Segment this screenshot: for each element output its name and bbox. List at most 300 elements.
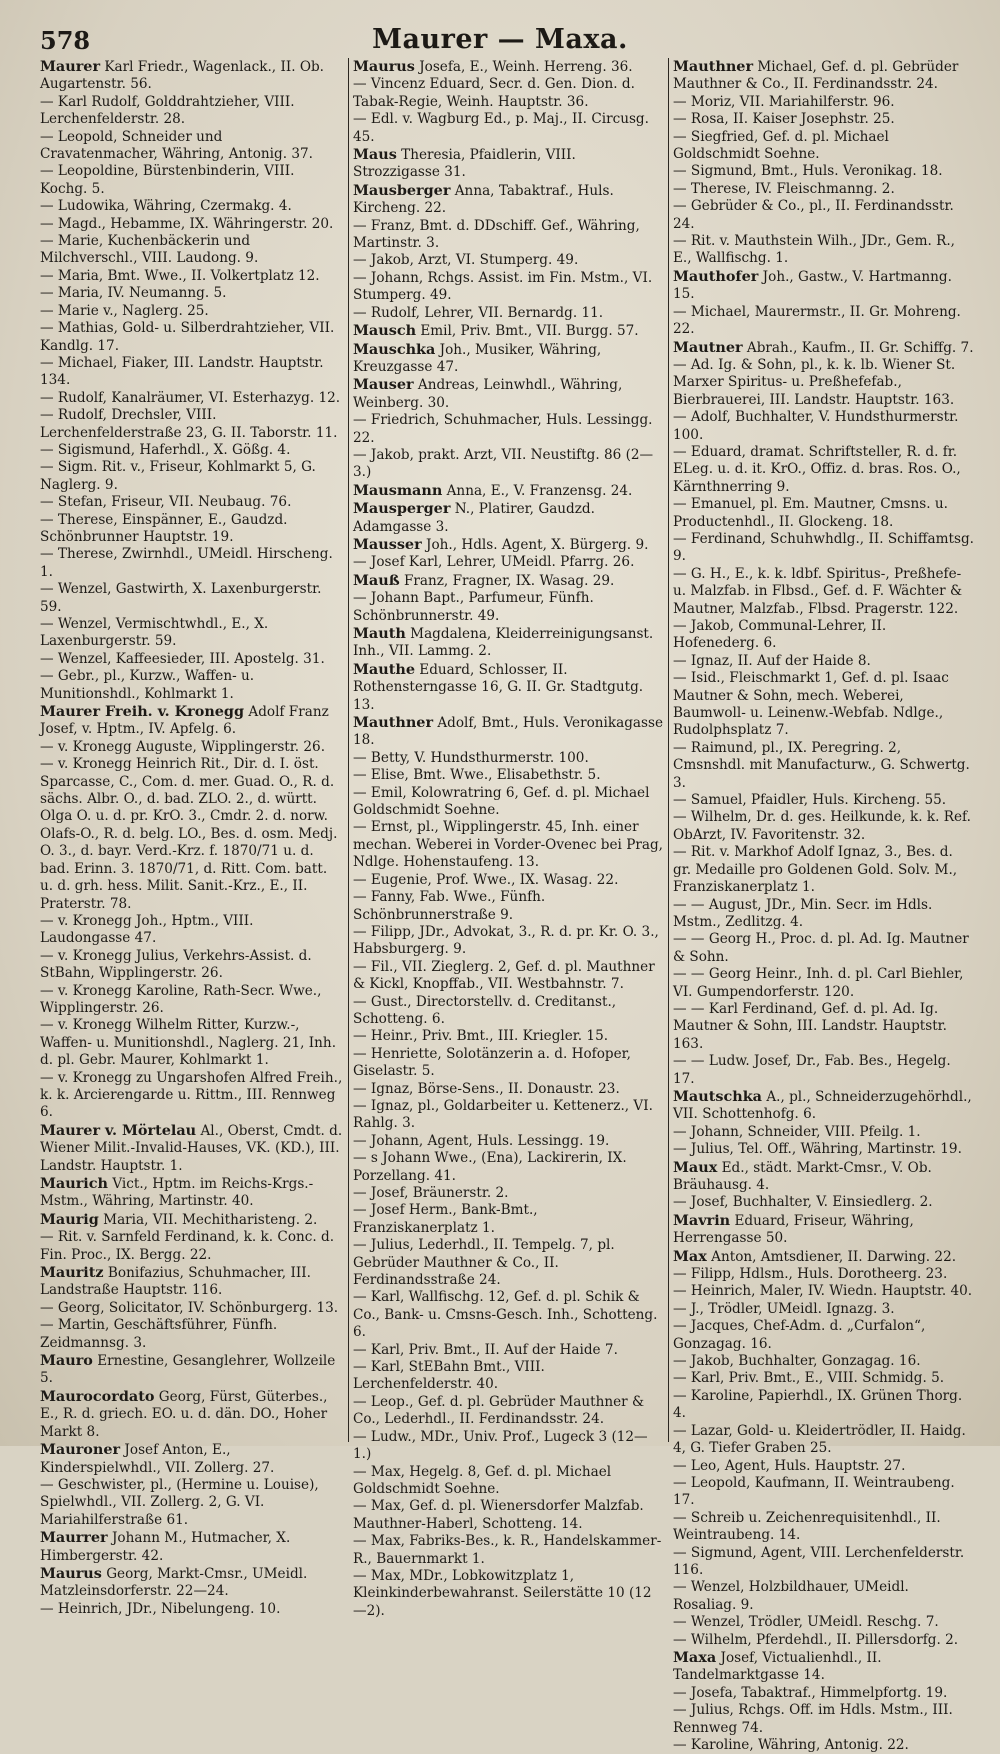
entry-details: — Johann, Rchgs. Assist. im Fin. Mstm., VI. Stumperg. 49.: [353, 269, 653, 304]
directory-entry: [40, 216, 344, 233]
directory-entry: [353, 376, 664, 412]
entry-details: Bonifazius, Schuhmacher, III. Landstraße Hauptstr. 116.: [40, 1265, 311, 1299]
entry-details: — Maria, Bmt. Wwe., II. Volkertplatz 12.: [40, 267, 320, 284]
directory-entry: [40, 581, 344, 616]
entry-details: — Geschwister, pl., (Hermine u. Louise), Spielwhdl., VII. Zollerg. 2, G. VI. Mariahilferstraße 61.: [40, 1476, 319, 1528]
directory-entry: [353, 767, 664, 784]
directory-entry: [353, 341, 664, 377]
entry-details: Josefa, E., Weinh. Herreng. 36.: [414, 59, 633, 75]
directory-entry: [353, 1028, 664, 1045]
entry-details: — Therese, Einspänner, E., Gaudzd. Schönbrunner Hauptstr. 19.: [40, 511, 288, 545]
directory-entry: [673, 1370, 974, 1387]
directory-entry: [353, 447, 664, 482]
entry-details: Josef Anton, E., Kinderspielwhdl., VII. Zollerg. 27.: [40, 1442, 275, 1476]
entry-details: — Max, Fabriks-Bes., k. R., Handelskammer-R., Bauernmarkt 1.: [353, 1533, 662, 1567]
entry-details: — Ludw., MDr., Univ. Prof., Lugeck 3 (12—1.): [353, 1428, 648, 1463]
directory-entry: [353, 1359, 664, 1394]
directory-entry: [40, 651, 344, 668]
entry-details: — Rit. v. Markhof Adolf Ignaz, 3., Bes. d. gr. Medaille pro Goldenen Gold. Solv. M., Franziskanerplatz 1.: [673, 844, 958, 896]
directory-entry: [40, 1565, 344, 1601]
directory-entry: [353, 1098, 664, 1133]
entry-details: — Josef Herm., Bank-Bmt., Franziskanerplatz 1.: [353, 1202, 538, 1236]
directory-entry: [40, 355, 344, 390]
directory-entry: [673, 111, 974, 128]
directory-entry: [673, 1001, 974, 1053]
entry-details: — Josefa, Tabaktraf., Himmelpfortg. 19.: [673, 1684, 948, 1701]
entry-details: — Therese, IV. Fleischmanng. 2.: [673, 180, 895, 197]
directory-entry: [40, 1529, 344, 1565]
directory-entry: [40, 546, 344, 581]
entry-details: — Magd., Hebamme, IX. Währingerstr. 20.: [40, 215, 334, 232]
directory-entry: [40, 129, 344, 164]
entry-details: Joh., Hdls. Agent, X. Bürgerg. 9.: [421, 536, 649, 553]
directory-entry: [673, 1475, 974, 1510]
entry-details: — Maria, IV. Neumanng. 5.: [40, 285, 227, 302]
entry-details: Georg, Fürst, Güterbes., E., R. d. griech. EO. u. d. dän. DO., Hoher Markt 8.: [40, 1388, 328, 1440]
directory-entry: [40, 512, 344, 547]
directory-entry: [673, 409, 974, 444]
directory-entry: [40, 407, 344, 442]
directory-entry: [353, 1081, 664, 1098]
entry-details: — v. Kronegg Joh., Hptm., VIII. Laudongasse 47.: [40, 912, 254, 947]
directory-entry: [40, 320, 344, 355]
directory-entry: [40, 442, 344, 459]
directory-entry: [673, 1737, 974, 1754]
entry-details: — Ferdinand, Schuhwhdlg., II. Schiffamtsg. 9.: [673, 530, 974, 565]
entry-details: — Wenzel, Gastwirth, X. Laxenburgerstr. 59.: [40, 581, 322, 615]
directory-entry: [40, 739, 344, 756]
directory-entry: [673, 181, 974, 198]
entry-details: Georg, Markt-Cmsr., UMeidl. Matzleinsdorferstr. 22—24.: [40, 1565, 308, 1600]
entry-details: Anna, Tabaktraf., Huls. Kircheng. 22.: [353, 182, 614, 217]
directory-entry: [40, 268, 344, 285]
directory-entry: [673, 1053, 974, 1088]
entry-details: — Jakob, Communal-Lehrer, II. Hofenederg. 6.: [673, 618, 887, 652]
directory-entry: [353, 872, 664, 889]
directory-entry: [353, 182, 664, 218]
directory-entry: [673, 670, 974, 740]
entry-details: — Emanuel, pl. Em. Mautner, Cmsns. u. Productenhdl., II. Glockeng. 18.: [673, 496, 948, 530]
directory-entry: [353, 305, 664, 322]
directory-entry: [40, 1229, 344, 1264]
directory-entry: [673, 792, 974, 809]
directory-entry: [353, 1150, 664, 1185]
directory-entry: [40, 233, 344, 268]
entry-details: — Lazar, Gold- u. Kleidertrödler, II. Haidg. 4, G. Tiefer Graben 25.: [673, 1422, 966, 1457]
directory-entry: [40, 1070, 344, 1122]
directory-entry: [673, 1649, 974, 1685]
directory-entry: [673, 1266, 974, 1283]
entry-details: — Karoline, Papierhdl., IX. Grünen Thorg. 4.: [673, 1387, 963, 1422]
entry-details: — Vincenz Eduard, Secr. d. Gen. Dion. d. Tabak-Regie, Weinh. Hauptstr. 36.: [353, 76, 635, 110]
entry-details: — Johann, Agent, Huls. Lessingg. 19.: [353, 1132, 610, 1149]
entry-details: — G. H., E., k. k. ldbf. Spiritus-, Preßhefe- u. Malzfab. in Flbsd., Gef. d. F. Wächter & Mautner, Malzfab., Flbsd. Pragerstr. 122.: [673, 565, 963, 617]
entry-details: — Isid., Fleischmarkt 1, Gef. d. pl. Isaac Mautner & Sohn, mech. Weberei, Baumwoll- u. Leinenw.-Webfab. Ndlge., Rudolphsplatz 7.: [673, 670, 949, 739]
entry-details: — v. Kronegg Karoline, Rath-Secr. Wwe., Wipplingerstr. 26.: [40, 982, 322, 1016]
entry-details: — Samuel, Pfaidler, Huls. Kircheng. 55.: [673, 792, 947, 809]
entry-details: — Heinrich, JDr., Nibelungeng. 10.: [40, 1600, 281, 1617]
entry-surname: Mausch: [353, 322, 417, 340]
directory-entry: [353, 1202, 664, 1237]
directory-entry: [40, 494, 344, 511]
directory-entry: [353, 661, 664, 714]
entry-details: A., pl., Schneiderzugehörhdl., VII. Schottenhofg. 6.: [673, 1088, 972, 1123]
entry-details: — Henriette, Solotänzerin a. d. Hofoper, Giselastr. 5.: [353, 1045, 631, 1080]
entry-details: — Rudolf, Kanalräumer, VI. Esterhazyg. 12.: [40, 389, 341, 406]
directory-entry: [673, 844, 974, 896]
directory-entry: [673, 1248, 974, 1266]
entry-details: — — Ludw. Josef, Dr., Fab. Bes., Hegelg. 17.: [673, 1053, 951, 1087]
entry-details: Andreas, Leinwhdl., Währing, Weinberg. 30.: [353, 377, 623, 411]
directory-entry: [353, 750, 664, 767]
directory-entry: [353, 572, 664, 590]
directory-entry: [40, 1317, 344, 1352]
directory-entry: [673, 809, 974, 844]
entry-surname: Mauthner: [353, 714, 434, 732]
directory-entry: [673, 1159, 974, 1195]
entry-details: — Rit. v. Sarnfeld Ferdinand, k. k. Conc. d. Fin. Proc., IX. Bergg. 22.: [40, 1229, 335, 1263]
column-1: [36, 58, 348, 1617]
directory-entry: [353, 889, 664, 924]
entry-details: N., Platirer, Gaudzd. Adamgasse 3.: [353, 501, 595, 535]
directory-entry: [40, 94, 344, 129]
directory-entry: [673, 1632, 974, 1649]
entry-details: — s Johann Wwe., (Ena), Lackirerin, IX. Porzellang. 41.: [353, 1150, 627, 1184]
entry-details: — Heinrich, Maler, IV. Wiedn. Hauptstr. 40.: [673, 1283, 973, 1300]
entry-details: Theresia, Pfaidlerin, VIII. Strozzigasse 31.: [353, 147, 576, 181]
entry-details: Emil, Priv. Bmt., VII. Burgg. 57.: [416, 323, 639, 340]
entry-surname: Maurer Freih. v. Kronegg: [40, 703, 245, 721]
entry-surname: Mautschka: [673, 1087, 762, 1105]
entry-surname: Maurich: [40, 1175, 108, 1192]
entry-details: — Stefan, Friseur, VII. Neubaug. 76.: [40, 494, 292, 511]
entry-details: — — Karl Ferdinand, Gef. d. pl. Ad. Ig. Mautner & Sohn, III. Landstr. Hauptstr. 163.: [673, 1000, 947, 1052]
entry-details: — Leop., Gef. d. pl. Gebrüder Mauthner & Co., Lederhdl., II. Ferdinandsstr. 24.: [353, 1393, 645, 1428]
entry-details: — — Georg Heinr., Inh. d. pl. Carl Biehler, VI. Gumpendorferstr. 120.: [673, 966, 964, 1000]
entry-details: — Mathias, Gold- u. Silberdrahtzieher, VII. Kandlg. 17.: [40, 320, 335, 354]
entry-details: — Wilhelm, Dr. d. ges. Heilkunde, k. k. Ref. ObArzt, IV. Favoritenstr. 32.: [673, 809, 971, 843]
entry-details: — Gebr., pl., Kurzw., Waffen- u. Munitionshdl., Kohlmarkt 1.: [40, 668, 255, 702]
entry-surname: Maux: [673, 1158, 718, 1176]
entry-surname: Mauro: [40, 1352, 93, 1370]
directory-entry: [353, 590, 664, 625]
directory-entry: [353, 218, 664, 253]
entry-details: — Betty, V. Hundsthurmerstr. 100.: [353, 749, 589, 766]
entry-surname: Mauthofer: [673, 267, 759, 285]
directory-entry: [353, 322, 664, 340]
entry-details: — — Georg H., Proc. d. pl. Ad. Ig. Mautner & Sohn.: [673, 931, 969, 965]
entry-details: — J., Trödler, UMeidl. Ignazg. 3.: [673, 1300, 895, 1317]
directory-entry: [40, 163, 344, 198]
directory-entry: [353, 500, 664, 536]
directory-entry: [40, 1352, 344, 1388]
directory-entry: [353, 252, 664, 269]
directory-entry: [353, 111, 664, 146]
entry-details: — Friedrich, Schuhmacher, Huls. Lessingg. 22.: [353, 412, 653, 446]
page-header: [40, 22, 960, 58]
directory-entry: [673, 1318, 974, 1353]
directory-entry: [673, 966, 974, 1001]
directory-entry: [40, 668, 344, 703]
directory-entry: [673, 1458, 974, 1475]
entry-surname: Mausberger: [353, 181, 451, 199]
entry-details: Anna, E., V. Franzensg. 24.: [442, 482, 633, 499]
column-3: [668, 58, 978, 1753]
entry-details: — v. Kronegg Julius, Verkehrs-Assist. d. StBahn, Wipplingerstr. 26.: [40, 947, 312, 982]
directory-entry: [353, 1533, 664, 1568]
directory-entry: [40, 459, 344, 494]
entry-surname: Maurer: [40, 58, 101, 75]
column-2: [348, 58, 668, 1619]
entry-details: — Eduard, dramat. Schriftsteller, R. d. fr. ELeg. u. d. it. KrO., Offiz. d. bras. Ros. O., Kärnthnerring 9.: [673, 443, 961, 495]
entry-details: Adolf Franz Josef, v. Hptm., IV. Apfelg. 6.: [40, 704, 329, 738]
directory-entry: [673, 1545, 974, 1580]
directory-entry: [673, 1614, 974, 1631]
entry-details: — v. Kronegg zu Ungarshofen Alfred Freih., k. k. Arcierengarde u. Rittm., III. Rennweg 6.: [40, 1069, 343, 1121]
entry-details: Magdalena, Kleiderreinigungsanst. Inh., VII. Lammg. 2.: [353, 626, 654, 660]
directory-entry: [673, 618, 974, 653]
directory-entry: [673, 1388, 974, 1423]
directory-entry: [40, 1477, 344, 1529]
entry-surname: Maurus: [353, 58, 415, 75]
entry-details: — Karl, Priv. Bmt., II. Auf der Haide 7.: [353, 1341, 618, 1358]
entry-details: — Karl, Priv. Bmt., E., VIII. Schmidg. 5.: [673, 1370, 945, 1387]
entry-details: — Eugenie, Prof. Wwe., IX. Wasag. 22.: [353, 871, 619, 888]
directory-entry: [673, 1579, 974, 1614]
entry-details: — Rudolf, Lehrer, VII. Bernardg. 11.: [353, 304, 604, 321]
directory-entry: [40, 1122, 344, 1175]
directory-entry: [40, 1441, 344, 1477]
entry-surname: Maurer v. Mörtelau: [40, 1121, 197, 1139]
directory-entry: [673, 1088, 974, 1124]
directory-entry: [40, 756, 344, 913]
directory-entry: [673, 444, 974, 496]
directory-entry: [673, 1685, 974, 1702]
entry-details: — Martin, Geschäftsführer, Fünfh. Zeidmannsg. 3.: [40, 1317, 278, 1351]
directory-entry: [353, 1464, 664, 1499]
page-title: Maurer — Maxa.: [372, 24, 628, 55]
directory-entry: [673, 268, 974, 304]
directory-entry: [40, 703, 344, 739]
entry-surname: Maurig: [40, 1210, 99, 1228]
entry-details: — Wenzel, Holzbildhauer, UMeidl. Rosaliag. 9.: [673, 1579, 909, 1613]
entry-details: Maria, VII. Mechitharisteng. 2.: [98, 1211, 318, 1228]
directory-entry: [353, 1185, 664, 1202]
entry-details: Joh., Musiker, Währing, Kreuzgasse 47.: [353, 341, 602, 375]
entry-surname: Max: [673, 1247, 707, 1265]
entry-details: — Wenzel, Kaffeesieder, III. Apostelg. 31.: [40, 650, 325, 667]
directory-entry: [40, 948, 344, 983]
directory-entry: [40, 198, 344, 215]
entry-surname: Mauritz: [40, 1264, 104, 1282]
entry-details: — Wenzel, Vermischtwhdl., E., X. Laxenburgerstr. 59.: [40, 616, 269, 650]
directory-entry: [40, 58, 344, 94]
directory-entry: [353, 1394, 664, 1429]
entry-details: — Leopold, Kaufmann, II. Weintraubeng. 17.: [673, 1474, 955, 1509]
entry-details: — Filipp, JDr., Advokat, 3., R. d. pr. Kr. O. 3., Habsburgerg. 9.: [353, 923, 659, 958]
entry-details: — Julius, Tel. Off., Währing, Martinstr. 19.: [673, 1141, 962, 1158]
entry-details: — Fil., VII. Zieglerg. 2, Gef. d. pl. Mauthner & Kickl, Knopffab., VII. Westbahnstr. 7.: [353, 958, 655, 993]
entry-details: — Fanny, Fab. Wwe., Fünfh. Schönbrunnerstraße 9.: [353, 889, 546, 923]
entry-details: Ed., städt. Markt-Cmsr., V. Ob. Bräuhausg. 4.: [673, 1159, 932, 1193]
directory-entry: [40, 616, 344, 651]
directory-entry: [40, 983, 344, 1018]
entry-details: — Jakob, Arzt, VI. Stumperg. 49.: [353, 252, 579, 269]
entry-details: — Michael, Maurermstr., II. Gr. Mohreng. 22.: [673, 303, 961, 338]
entry-details: — Therese, Zwirnhdl., UMeidl. Hirscheng. 1.: [40, 546, 333, 580]
entry-details: Abrah., Kaufm., II. Gr. Schiffg. 7.: [742, 339, 974, 356]
entry-details: Adolf, Bmt., Huls. Veronikagasse 18.: [353, 715, 664, 749]
entry-surname: Maurrer: [40, 1529, 108, 1547]
entry-details: — Sigismund, Haferhdl., X. Gößg. 4.: [40, 441, 291, 458]
entry-details: — Jakob, prakt. Arzt, VII. Neustiftg. 86 (2—3.): [353, 446, 654, 481]
entry-surname: Maus: [353, 146, 397, 164]
directory-entry: [673, 1194, 974, 1211]
entry-details: — Rudolf, Drechsler, VIII. Lerchenfelderstraße 23, G. II. Taborstr. 11.: [40, 407, 338, 441]
entry-details: — Karoline, Währing, Antonig. 22.: [673, 1737, 909, 1753]
entry-details: — Jakob, Buchhalter, Gonzagag. 16.: [673, 1353, 921, 1370]
directory-entry: [353, 270, 664, 305]
directory-entry: [353, 412, 664, 447]
entry-details: Vict., Hptm. im Reichs-Krgs.-Mstm., Währing, Martinstr. 40.: [40, 1176, 314, 1210]
entry-details: — Julius, Lederhdl., II. Tempelg. 7, pl. Gebrüder Mauthner & Co., II. Ferdinandsstraße 24.: [353, 1237, 615, 1289]
entry-details: — Max, MDr., Lobkowitzplatz 1, Kleinkinderbewahranst. Seilerstätte 10 (12—2).: [353, 1567, 652, 1619]
entry-details: — Ludowika, Währing, Czermakg. 4.: [40, 198, 292, 215]
directory-entry: [353, 76, 664, 111]
entry-details: — Siegfried, Gef. d. pl. Michael Goldschmidt Soehne.: [673, 128, 889, 163]
entry-details: — Josef, Bräunerstr. 2.: [353, 1185, 509, 1201]
entry-surname: Maurus: [40, 1564, 102, 1582]
directory-entry: [353, 994, 664, 1029]
entry-details: — Raimund, pl., IX. Peregring. 2, Cmsnshdl. mit Manufacturw., G. Schwertg. 3.: [673, 739, 970, 791]
entry-details: Josef, Victualienhdl., II. Tandelmarktgasse 14.: [673, 1649, 882, 1684]
entry-details: — Karl, Wallfischg. 12, Gef. d. pl. Schik & Co., Bank- u. Cmsns-Gesch. Inh., Schotteng. 6.: [353, 1289, 658, 1341]
entry-details: — Ignaz, pl., Goldarbeiter u. Kettenerz., VI. Rahlg. 3.: [353, 1097, 653, 1132]
directory-entry: [353, 482, 664, 500]
directory-entry: [673, 1353, 974, 1370]
directory-entry: [40, 1175, 344, 1211]
directory-entry: [353, 959, 664, 994]
directory-entry: [673, 531, 974, 566]
entry-details: — Ignaz, Börse-Sens., II. Donaustr. 23.: [353, 1080, 620, 1097]
entry-details: Al., Oberst, Cmdt. d. Wiener Milit.-Invalid-Hauses, VK. (KD.), III. Landstr. Hauptstr. 1.: [40, 1122, 343, 1174]
directory-entry: [673, 304, 974, 339]
entry-details: — Sigm. Rit. v., Friseur, Kohlmarkt 5, G. Naglerg. 9.: [40, 459, 316, 493]
entry-details: Michael, Gef. d. pl. Gebrüder Mauthner & Co., II. Ferdinandsstr. 24.: [673, 59, 959, 93]
entry-details: — v. Kronegg Heinrich Rit., Dir. d. I. öst. Sparcasse, C., Com. d. mer. Guad. O., R. d. sächs. Albr. O., d. bad. ZLO. 2., d. württ. Olga O. u. d. pr. KrO. 3., Cmdr. 2. d. norw. Olafs-O., R. d. belg. LO., Bes. d. osm. Medj. O. 3., d. bayr. Verd.-Krz. f. 1870/71 u. d. bad. Erinn. 3. 1870/71, d. Ritt. Com. batt. u. d. grh. hess. Milit. Sanit.-Krz., E., II. Praterstr. 78.: [40, 756, 338, 912]
directory-entry: [673, 129, 974, 164]
directory-entry: [673, 94, 974, 111]
entry-details: — Josef, Buchhalter, V. Einsiedlerg. 2.: [673, 1194, 933, 1211]
entry-details: — Sigmund, Agent, VIII. Lerchenfelderstr. 116.: [673, 1544, 965, 1578]
directory-entry: [353, 1429, 664, 1464]
entry-details: — Ignaz, II. Auf der Haide 8.: [673, 652, 871, 669]
directory-entry: [673, 1212, 974, 1248]
entry-details: — Karl Rudolf, Golddrahtzieher, VIII. Lerchenfelderstr. 28.: [40, 93, 295, 128]
entry-details: — Leopoldine, Bürstenbinderin, VIII. Kochg. 5.: [40, 163, 295, 197]
entry-details: — Max, Gef. d. pl. Wienersdorfer Malzfab. Mauthner-Haberl, Schotteng. 14.: [353, 1498, 644, 1532]
directory-entry: [40, 1601, 344, 1618]
entry-details: — Heinr., Priv. Bmt., III. Kriegler. 15.: [353, 1028, 609, 1045]
directory-entry: [673, 339, 974, 357]
directory-entry: [353, 1498, 664, 1533]
entry-details: — Georg, Solicitator, IV. Schönburgerg. 13.: [40, 1299, 339, 1316]
directory-entry: [353, 1046, 664, 1081]
entry-surname: Mauß: [353, 571, 400, 589]
directory-entry: [673, 1283, 974, 1300]
directory-entry: [353, 819, 664, 871]
entry-details: — Leopold, Schneider und Cravatenmacher, Währing, Antonig. 37.: [40, 128, 313, 163]
entry-details: — Marie, Kuchenbäckerin und Milchverschl., VIII. Laudong. 9.: [40, 233, 259, 267]
entry-surname: Mautner: [673, 338, 743, 356]
entry-details: — Wilhelm, Pferdehdl., II. Pillersdorfg. 2.: [673, 1631, 959, 1648]
directory-entry: [673, 58, 974, 94]
directory-entry: [673, 163, 974, 180]
entry-details: Eduard, Schlosser, II. Rothensterngasse 16, G. II. Gr. Stadtgutg. 13.: [353, 661, 644, 713]
columns-container: [36, 58, 978, 1753]
entry-details: — Johann Bapt., Parfumeur, Fünfh. Schönbrunnerstr. 49.: [353, 590, 594, 624]
directory-entry: [673, 740, 974, 792]
directory-entry: [673, 1423, 974, 1458]
entry-details: — Adolf, Buchhalter, V. Hundsthurmerstr. 100.: [673, 409, 959, 443]
directory-entry: [673, 931, 974, 966]
directory-entry: [353, 146, 664, 182]
entry-surname: Mausser: [353, 535, 422, 553]
entry-details: Karl Friedr., Wagenlack., II. Ob. Augartenstr. 56.: [40, 59, 324, 93]
entry-surname: Mavrin: [673, 1211, 731, 1229]
directory-entry: [353, 1568, 664, 1620]
entry-details: — Max, Hegelg. 8, Gef. d. pl. Michael Goldschmidt Soehne.: [353, 1463, 612, 1497]
directory-entry: [40, 390, 344, 407]
entry-details: — Emil, Kolowratring 6, Gef. d. pl. Michael Goldschmidt Soehne.: [353, 784, 650, 819]
directory-entry: [353, 1237, 664, 1289]
directory-entry: [673, 897, 974, 932]
entry-details: — Jacques, Chef-Adm. d. „Curfalon“, Gonzagag. 16.: [673, 1318, 926, 1352]
entry-details: Joh., Gastw., V. Hartmanng. 15.: [673, 268, 952, 303]
directory-entry: [40, 303, 344, 320]
entry-details: — Johann, Schneider, VIII. Pfeilg. 1.: [673, 1123, 921, 1140]
entry-surname: Mauth: [353, 625, 406, 642]
directory-entry: [40, 285, 344, 302]
entry-details: — Rosa, II. Kaiser Josephstr. 25.: [673, 111, 895, 128]
directory-entry: [353, 714, 664, 750]
directory-entry: [353, 58, 664, 76]
entry-details: — Wenzel, Trödler, UMeidl. Reschg. 7.: [673, 1614, 939, 1631]
entry-details: — Ad. Ig. & Sohn, pl., k. k. lb. Wiener St. Marxer Spiritus- u. Preßhefefab., Bierbrauerei, III. Landstr. Hauptstr. 163.: [673, 356, 956, 408]
entry-details: — Moriz, VII. Mariahilferstr. 96.: [673, 93, 895, 110]
entry-details: — Gust., Directorstellv. d. Creditanst., Schotteng. 6.: [353, 993, 617, 1027]
directory-entry: [353, 924, 664, 959]
entry-surname: Maurocordato: [40, 1387, 155, 1405]
entry-surname: Mauser: [353, 376, 414, 394]
directory-entry: [353, 625, 664, 661]
entry-surname: Mauthner: [673, 58, 754, 75]
entry-details: Anton, Amtsdiener, II. Darwing. 22.: [706, 1248, 957, 1265]
entry-details: Johann M., Hutmacher, X. Himbergerstr. 42.: [40, 1530, 291, 1564]
entry-details: — v. Kronegg Wilhelm Ritter, Kurzw.-, Waffen- u. Munitionshdl., Naglerg. 21, Inh. d. pl. Gebr. Maurer, Kohlmarkt 1.: [40, 1017, 337, 1069]
directory-entry: [353, 536, 664, 554]
directory-entry: [40, 1388, 344, 1441]
directory-entry: [40, 1264, 344, 1300]
entry-details: — Rit. v. Mauthstein Wilh., JDr., Gem. R., E., Wallfischg. 1.: [673, 233, 955, 267]
directory-entry: [673, 1510, 974, 1545]
directory-entry: [673, 1141, 974, 1158]
entry-details: — Michael, Fiaker, III. Landstr. Hauptstr. 134.: [40, 354, 324, 389]
entry-details: — Filipp, Hdlsm., Huls. Dorotheerg. 23.: [673, 1266, 948, 1283]
entry-details: — Elise, Bmt. Wwe., Elisabethstr. 5.: [353, 767, 601, 784]
directory-entry: [353, 785, 664, 820]
directory-entry: [673, 1301, 974, 1318]
